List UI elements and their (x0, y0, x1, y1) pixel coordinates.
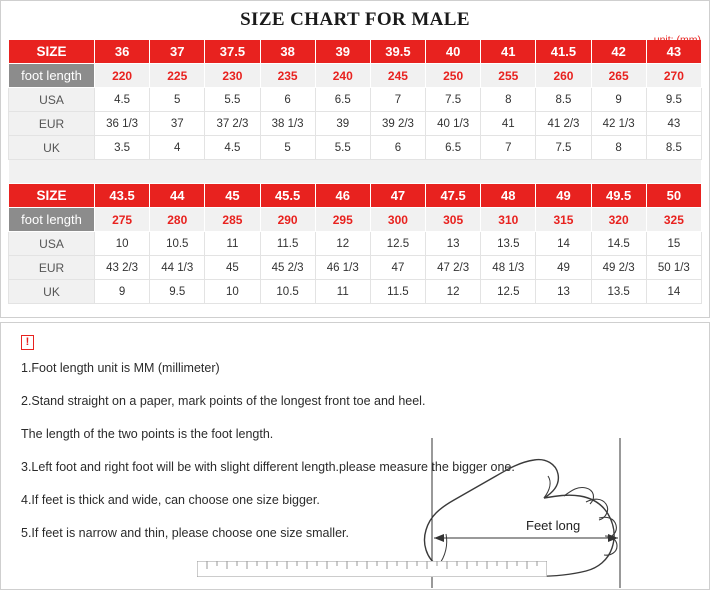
cell: 245 (370, 64, 425, 88)
cell: 39.5 (370, 40, 425, 64)
cell: 40 1/3 (426, 112, 481, 136)
cell: 49.5 (591, 184, 646, 208)
cell: 8 (591, 136, 646, 160)
cell: 7 (370, 88, 425, 112)
page-title: SIZE CHART FOR MALE (240, 9, 470, 30)
cell: 43.5 (95, 184, 150, 208)
cell: 6.5 (426, 136, 481, 160)
row-label-eur: EUR (9, 256, 95, 280)
cell: 43 2/3 (95, 256, 150, 280)
cell: 310 (481, 208, 536, 232)
note-line: 2.Stand straight on a paper, mark points of the longest front toe and heel. (21, 394, 426, 408)
cell: 265 (591, 64, 646, 88)
table-row (9, 280, 702, 304)
cell: 43 (646, 40, 701, 64)
ruler-icon (197, 561, 547, 577)
cell: 37.5 (205, 40, 260, 64)
cell: 230 (205, 64, 260, 88)
cell: 6.5 (315, 88, 370, 112)
row-label-foot-length: foot length (9, 208, 95, 232)
table-row (9, 64, 702, 88)
unit-note: unit: (mm) (653, 34, 701, 46)
table-row (9, 184, 702, 208)
note-line: 1.Foot length unit is MM (millimeter) (21, 361, 220, 375)
cell: 48 1/3 (481, 256, 536, 280)
cell: 6 (260, 88, 315, 112)
cell: 8 (481, 88, 536, 112)
cell: 320 (591, 208, 646, 232)
cell: 39 (315, 112, 370, 136)
cell: 9 (95, 280, 150, 304)
cell: 41.5 (536, 40, 591, 64)
cell: 45 (205, 184, 260, 208)
cell: 10.5 (150, 232, 205, 256)
cell: 9.5 (150, 280, 205, 304)
cell: 4 (150, 136, 205, 160)
cell: 255 (481, 64, 536, 88)
cell: 12.5 (370, 232, 425, 256)
cell: 13 (426, 232, 481, 256)
cell: 37 (150, 112, 205, 136)
table-row (9, 88, 702, 112)
cell: 41 (481, 112, 536, 136)
cell: 305 (426, 208, 481, 232)
cell: 8.5 (646, 136, 701, 160)
cell: 13.5 (481, 232, 536, 256)
cell: 300 (370, 208, 425, 232)
cell: 42 1/3 (591, 112, 646, 136)
cell: 14 (646, 280, 701, 304)
table-spacer (9, 160, 702, 184)
table-row (9, 232, 702, 256)
cell: 37 (150, 40, 205, 64)
cell: 36 (95, 40, 150, 64)
row-label-size: SIZE (9, 184, 95, 208)
cell: 7 (481, 136, 536, 160)
cell: 36 1/3 (95, 112, 150, 136)
cell: 325 (646, 208, 701, 232)
cell: 43 (646, 112, 701, 136)
cell: 4.5 (95, 88, 150, 112)
warning-icon: ! (21, 335, 34, 350)
table-row (9, 40, 702, 64)
cell: 49 (536, 184, 591, 208)
cell: 41 2/3 (536, 112, 591, 136)
cell: 8.5 (536, 88, 591, 112)
cell: 5 (150, 88, 205, 112)
cell: 240 (315, 64, 370, 88)
cell: 6 (370, 136, 425, 160)
cell: 38 (260, 40, 315, 64)
cell: 225 (150, 64, 205, 88)
cell: 42 (591, 40, 646, 64)
cell: 11 (315, 280, 370, 304)
notes-panel (0, 322, 710, 590)
cell: 47.5 (426, 184, 481, 208)
cell: 250 (426, 64, 481, 88)
cell: 45.5 (260, 184, 315, 208)
note-line: 4.If feet is thick and wide, can choose one size bigger. (21, 493, 320, 507)
cell: 9 (591, 88, 646, 112)
cell: 220 (95, 64, 150, 88)
cell: 290 (260, 208, 315, 232)
cell: 7.5 (426, 88, 481, 112)
table-row (9, 112, 702, 136)
note-line: The length of the two points is the foot length. (21, 427, 274, 441)
table-row (9, 256, 702, 280)
cell: 7.5 (536, 136, 591, 160)
cell: 13 (536, 280, 591, 304)
cell: 46 1/3 (315, 256, 370, 280)
cell: 9.5 (646, 88, 701, 112)
cell: 37 2/3 (205, 112, 260, 136)
cell: 11.5 (260, 232, 315, 256)
cell: 275 (95, 208, 150, 232)
cell: 14 (536, 232, 591, 256)
cell: 45 (205, 256, 260, 280)
cell: 15 (646, 232, 701, 256)
cell: 12.5 (481, 280, 536, 304)
row-label-usa: USA (9, 88, 95, 112)
cell: 12 (315, 232, 370, 256)
cell: 47 (370, 184, 425, 208)
note-line: 3.Left foot and right foot will be with slight different length.please measure the bigger one. (21, 460, 515, 474)
cell: 10 (205, 280, 260, 304)
cell: 295 (315, 208, 370, 232)
row-label-eur: EUR (9, 112, 95, 136)
feet-long-label: Feet long (526, 518, 581, 533)
cell: 10 (95, 232, 150, 256)
row-label-uk: UK (9, 280, 95, 304)
cell: 5.5 (205, 88, 260, 112)
cell: 14.5 (591, 232, 646, 256)
cell: 38 1/3 (260, 112, 315, 136)
cell: 260 (536, 64, 591, 88)
cell: 47 2/3 (426, 256, 481, 280)
cell: 39 (315, 40, 370, 64)
cell: 5.5 (315, 136, 370, 160)
cell: 285 (205, 208, 260, 232)
cell: 46 (315, 184, 370, 208)
cell: 48 (481, 184, 536, 208)
cell: 12 (426, 280, 481, 304)
table-row (9, 208, 702, 232)
cell: 13.5 (591, 280, 646, 304)
cell: 40 (426, 40, 481, 64)
size-table (8, 39, 702, 304)
cell: 5 (260, 136, 315, 160)
cell: 49 (536, 256, 591, 280)
cell: 41 (481, 40, 536, 64)
note-line: 5.If feet is narrow and thin, please choose one size smaller. (21, 526, 349, 540)
row-label-foot-length: foot length (9, 64, 95, 88)
cell: 315 (536, 208, 591, 232)
cell: 235 (260, 64, 315, 88)
cell: 47 (370, 256, 425, 280)
row-label-size: SIZE (9, 40, 95, 64)
cell: 50 (646, 184, 701, 208)
cell: 44 1/3 (150, 256, 205, 280)
table-row (9, 136, 702, 160)
cell: 39 2/3 (370, 112, 425, 136)
cell: 270 (646, 64, 701, 88)
cell: 10.5 (260, 280, 315, 304)
cell: 50 1/3 (646, 256, 701, 280)
cell: 11 (205, 232, 260, 256)
row-label-uk: UK (9, 136, 95, 160)
cell: 44 (150, 184, 205, 208)
cell: 11.5 (370, 280, 425, 304)
row-label-usa: USA (9, 232, 95, 256)
cell: 49 2/3 (591, 256, 646, 280)
cell: 3.5 (95, 136, 150, 160)
cell: 45 2/3 (260, 256, 315, 280)
cell: 280 (150, 208, 205, 232)
cell: 4.5 (205, 136, 260, 160)
